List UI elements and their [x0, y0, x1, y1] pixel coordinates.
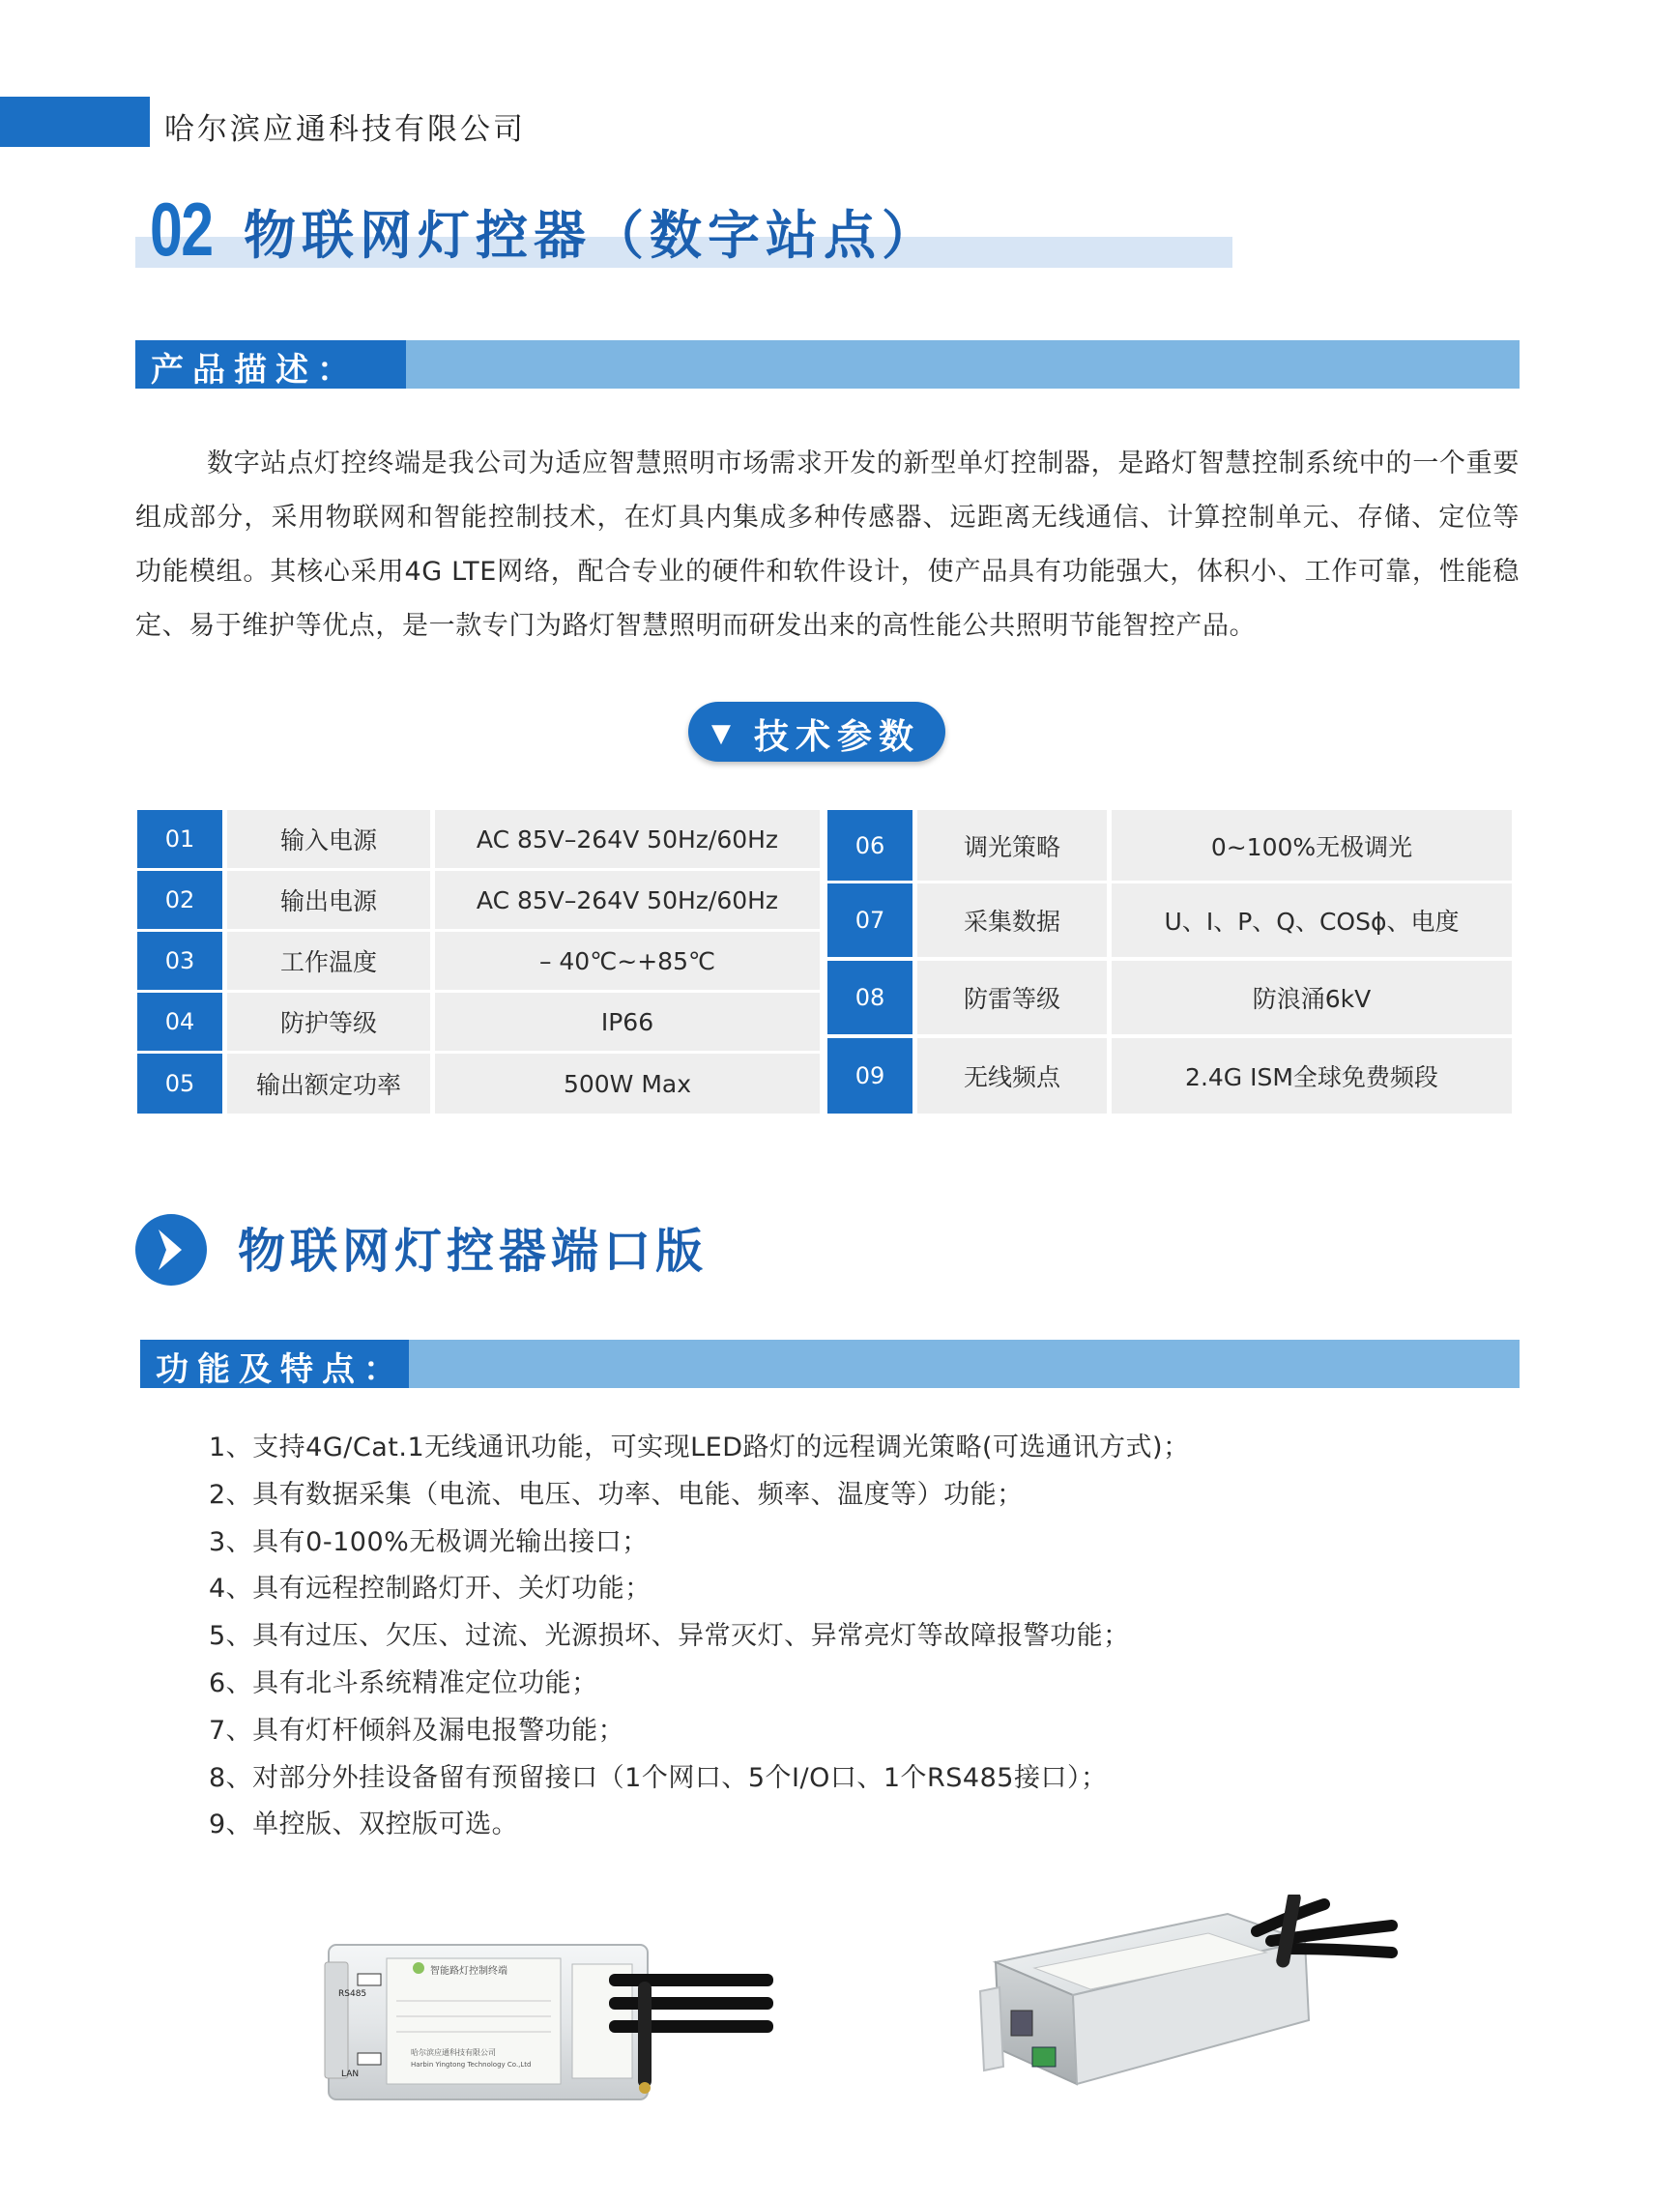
product-maker-en: Harbin Yingtong Technology Co.,Ltd: [411, 2061, 532, 2069]
list-item: 9、单控版、双控版可选。: [209, 1809, 519, 1840]
list-item: 8、对部分外挂设备留有预留接口（1个网口、5个I/O口、1个RS485接口）；: [209, 1762, 1108, 1793]
description-heading-bar: [135, 340, 1520, 389]
page-title: 物联网灯控器（数字站点）: [244, 205, 940, 266]
description-heading: 产品描述：: [151, 351, 359, 390]
spec-value: IP66: [435, 993, 820, 1051]
spec-value: 0~100%无极调光: [1112, 810, 1512, 881]
list-item: 1、支持4G/Cat.1无线通讯功能，可实现LED路灯的远程调光策略(可选通讯方式)；: [209, 1433, 1190, 1462]
spec-number: 01: [137, 810, 222, 868]
list-item: 5、具有过压、欠压、过流、光源损坏、异常灭灯、异常亮灯等故障报警功能；: [209, 1621, 1130, 1652]
spec-name: 无线频点: [917, 1038, 1107, 1114]
product-image-angled: [976, 1895, 1402, 2107]
spec-value: – 40℃~+85℃: [435, 932, 820, 990]
spec-number: 04: [137, 993, 222, 1051]
spec-value: AC 85V–264V 50Hz/60Hz: [435, 810, 820, 868]
company-name: 哈尔滨应通科技有限公司: [164, 112, 526, 147]
spec-value: U、I、P、Q、COSϕ、电度: [1112, 883, 1512, 957]
list-item: 4、具有远程控制路灯开、关灯功能；: [209, 1574, 652, 1605]
tech-params-badge: [688, 702, 945, 762]
list-item: 7、具有灯杆倾斜及漏电报警功能；: [209, 1715, 625, 1746]
spec-number: 03: [137, 932, 222, 990]
spec-name: 输出额定功率: [227, 1054, 430, 1114]
product-image-front: [319, 1924, 773, 2107]
description-paragraph: 数字站点灯控终端是我公司为适应智慧照明市场需求开发的新型单灯控制器，是路灯智慧控制系统中的一个重要组成部分，采用物联网和智能控制技术，在灯具内集成多种传感器、远距离无线通信、计算控制单元、存储、定位等功能模组。其核心采用4G LTE网络，配合专业的硬件和软件设计，使产品具有功能强大，体积小、工作可靠，性能稳定、易于维护等优点，是一款专门为路灯智慧照明而研发出来的高性能公共照明节能智控产品。: [135, 449, 1520, 641]
spec-name: 输出电源: [227, 871, 430, 929]
spec-name: 输入电源: [227, 810, 430, 868]
port-label-rs485: RS485: [338, 1989, 367, 1999]
spec-number: 09: [827, 1038, 912, 1114]
spec-name: 工作温度: [227, 932, 430, 990]
spec-name: 防雷等级: [917, 961, 1107, 1034]
spec-value: 500W Max: [435, 1054, 820, 1114]
port-label-lan: LAN: [341, 2070, 360, 2079]
spec-number: 02: [137, 871, 222, 929]
features-heading-bar: [140, 1340, 1520, 1388]
section-number: 02: [150, 187, 213, 272]
header-accent-bar: [0, 97, 150, 147]
list-item: 6、具有北斗系统精准定位功能；: [209, 1667, 598, 1698]
tech-params-heading: 技术参数: [754, 717, 921, 757]
chevron-right-icon: [135, 1214, 207, 1286]
triangle-down-icon: ▼: [711, 719, 731, 748]
product-maker-cn: 哈尔滨应通科技有限公司: [411, 2048, 496, 2057]
product-label-title: 智能路灯控制终端: [430, 1966, 507, 1977]
list-item: 2、具有数据采集（电流、电压、功率、电能、频率、温度等）功能；: [209, 1479, 1024, 1510]
spec-number: 07: [827, 883, 912, 957]
port-version-title: 物联网灯控器端口版: [238, 1224, 709, 1279]
list-item: 3、具有0-100%无极调光输出接口；: [209, 1526, 649, 1557]
spec-number: 06: [827, 810, 912, 881]
feature-list: [209, 1425, 1190, 1849]
spec-number: 05: [137, 1054, 222, 1114]
spec-name: 采集数据: [917, 883, 1107, 957]
features-heading: 功能及特点：: [156, 1350, 405, 1389]
spec-name: 防护等级: [227, 993, 430, 1051]
description-text: [135, 437, 1520, 653]
spec-value: AC 85V–264V 50Hz/60Hz: [435, 871, 820, 929]
spec-value: 2.4G ISM全球免费频段: [1112, 1038, 1512, 1114]
spec-name: 调光策略: [917, 810, 1107, 881]
spec-value: 防浪涌6kV: [1112, 961, 1512, 1034]
spec-number: 08: [827, 961, 912, 1034]
